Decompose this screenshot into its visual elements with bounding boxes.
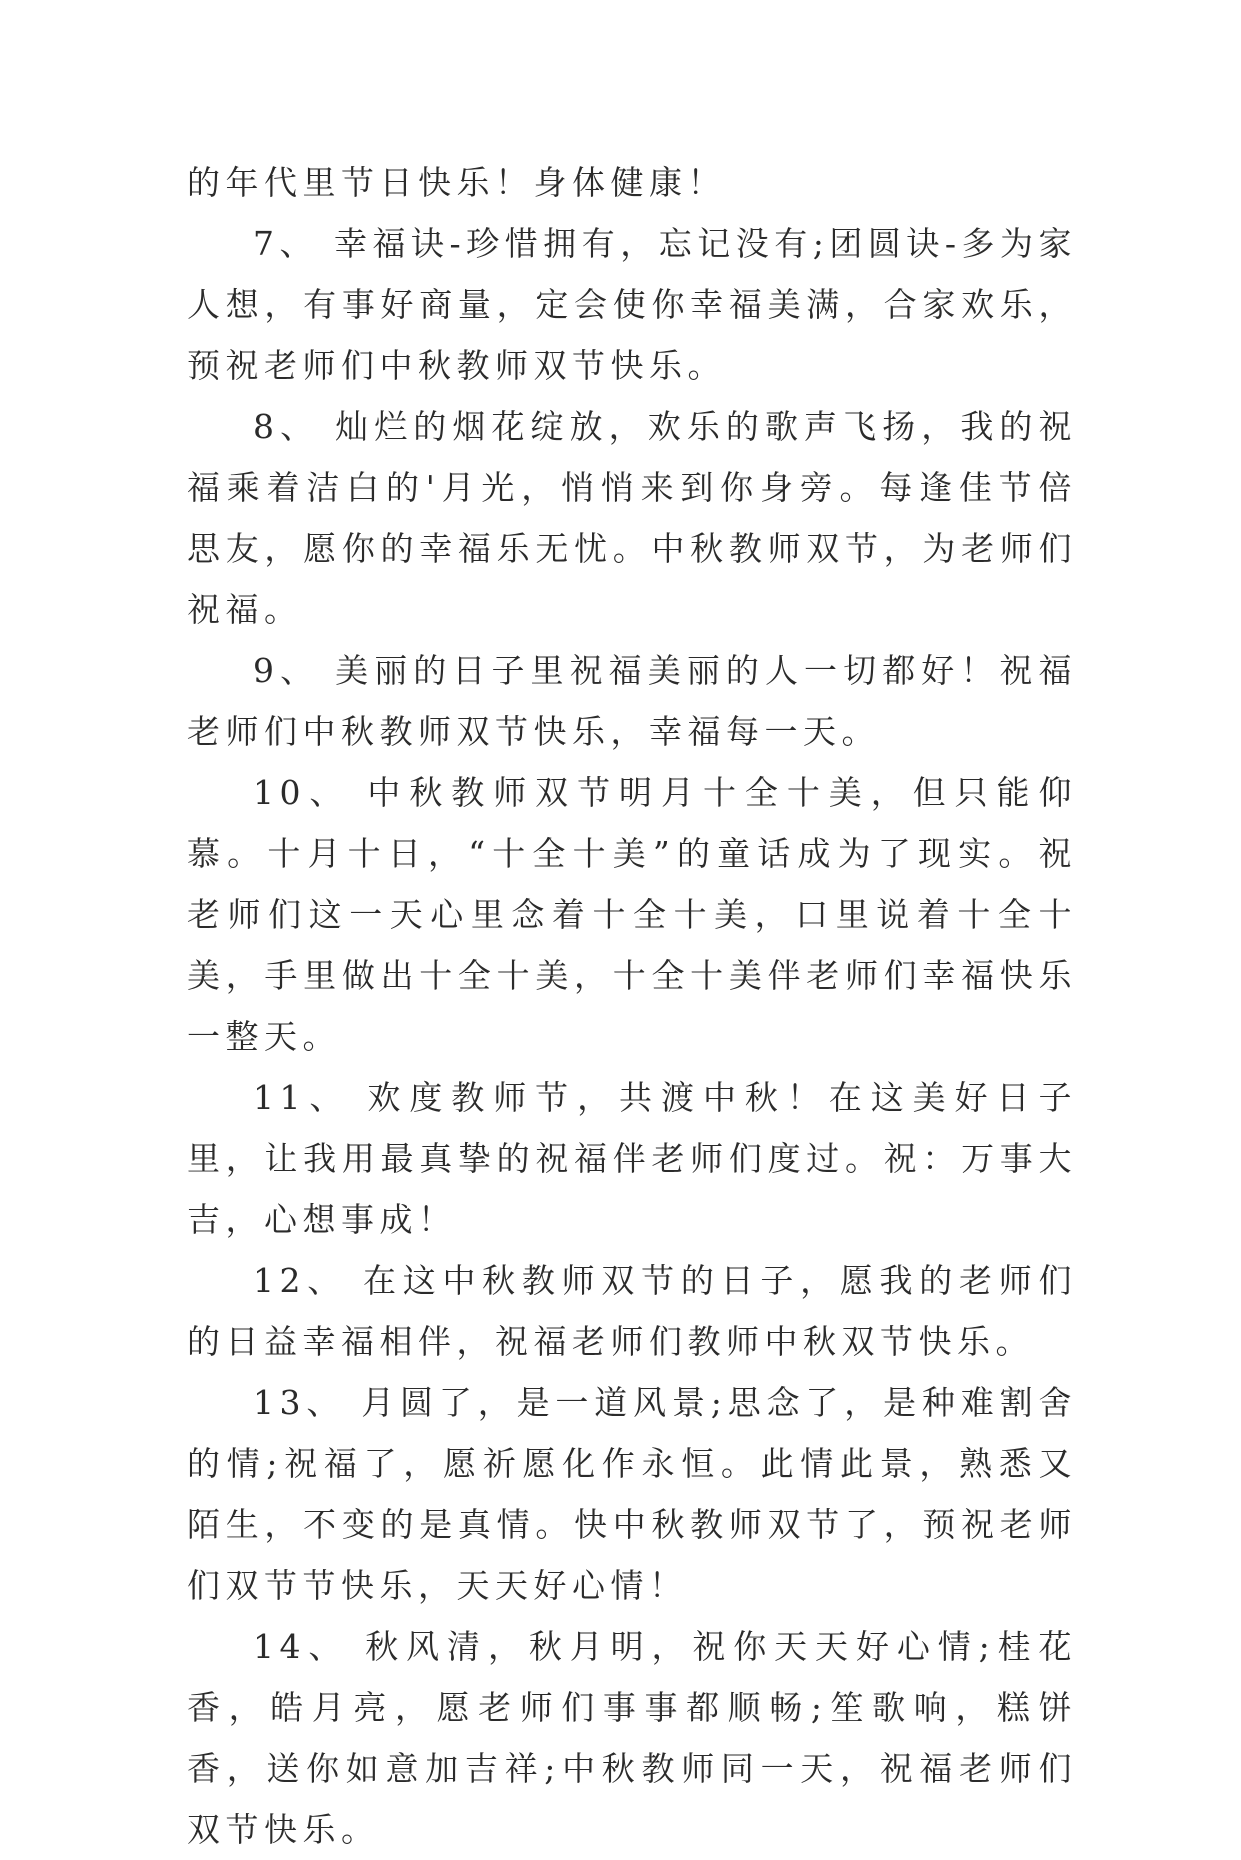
- list-item: [187, 1372, 1077, 1616]
- item-number: 11、: [253, 1078, 352, 1117]
- list-item: [187, 213, 1077, 396]
- item-number: 7、: [253, 224, 319, 263]
- item-number: 10、: [253, 773, 352, 812]
- item-number: 13、: [253, 1383, 346, 1422]
- item-text: 秋风清，秋月明，祝你天天好心情;桂花香，皓月亮，愿老师们事事都顺畅;笙歌响，糕饼香，送你如意加吉祥;中秋教师同一天，祝福老师们双节快乐。: [187, 1627, 1077, 1849]
- item-number: 8、: [253, 407, 320, 446]
- item-text: 月圆了，是一道风景;思念了，是种难割舍的情;祝福了，愿祈愿化作永恒。此情此景，熟悉又陌生，不变的是真情。快中秋教师双节了，预祝老师们双节节快乐，天天好心情！: [187, 1383, 1077, 1605]
- list-item: [187, 640, 1077, 762]
- list-item: [187, 1250, 1077, 1372]
- item-text: 灿烂的烟花绽放，欢乐的歌声飞扬，我的祝福乘着洁白的'月光，悄悄来到你身旁。每逢佳节倍思友，愿你的幸福乐无忧。中秋教师双节，为老师们祝福。: [187, 407, 1078, 629]
- item-text: 美丽的日子里祝福美丽的人一切都好！祝福老师们中秋教师双节快乐，幸福每一天。: [187, 651, 1078, 751]
- item-text: 中秋教师双节明月十全十美，但只能仰慕。十月十日，“十全十美”的童话成为了现实。祝老师们这一天心里念着十全十美，口里说着十全十美，手里做出十全十美，十全十美伴老师们幸福快乐一整天。: [187, 773, 1078, 1056]
- list-item: [187, 396, 1077, 640]
- item-text: 在这中秋教师双节的日子，愿我的老师们的日益幸福相伴，祝福老师们教师中秋双节快乐。: [187, 1261, 1077, 1361]
- list-item: [187, 1067, 1077, 1250]
- item-number: 12、: [253, 1261, 347, 1300]
- continuation-paragraph: 的年代里节日快乐！身体健康！: [187, 163, 726, 202]
- item-number: 9、: [253, 651, 320, 690]
- item-text: 幸福诀-珍惜拥有，忘记没有;团圆诀-多为家人想，有事好商量，定会使你幸福美满，合家欢乐，预祝老师们中秋教师双节快乐。: [187, 224, 1078, 385]
- list-item: [187, 762, 1077, 1067]
- item-number: 14、: [253, 1627, 350, 1666]
- document-body: [187, 152, 1077, 1860]
- item-text: 欢度教师节，共渡中秋！在这美好日子里，让我用最真挚的祝福伴老师们度过。祝：万事大吉，心想事成！: [187, 1078, 1078, 1239]
- list-item: [187, 1616, 1077, 1860]
